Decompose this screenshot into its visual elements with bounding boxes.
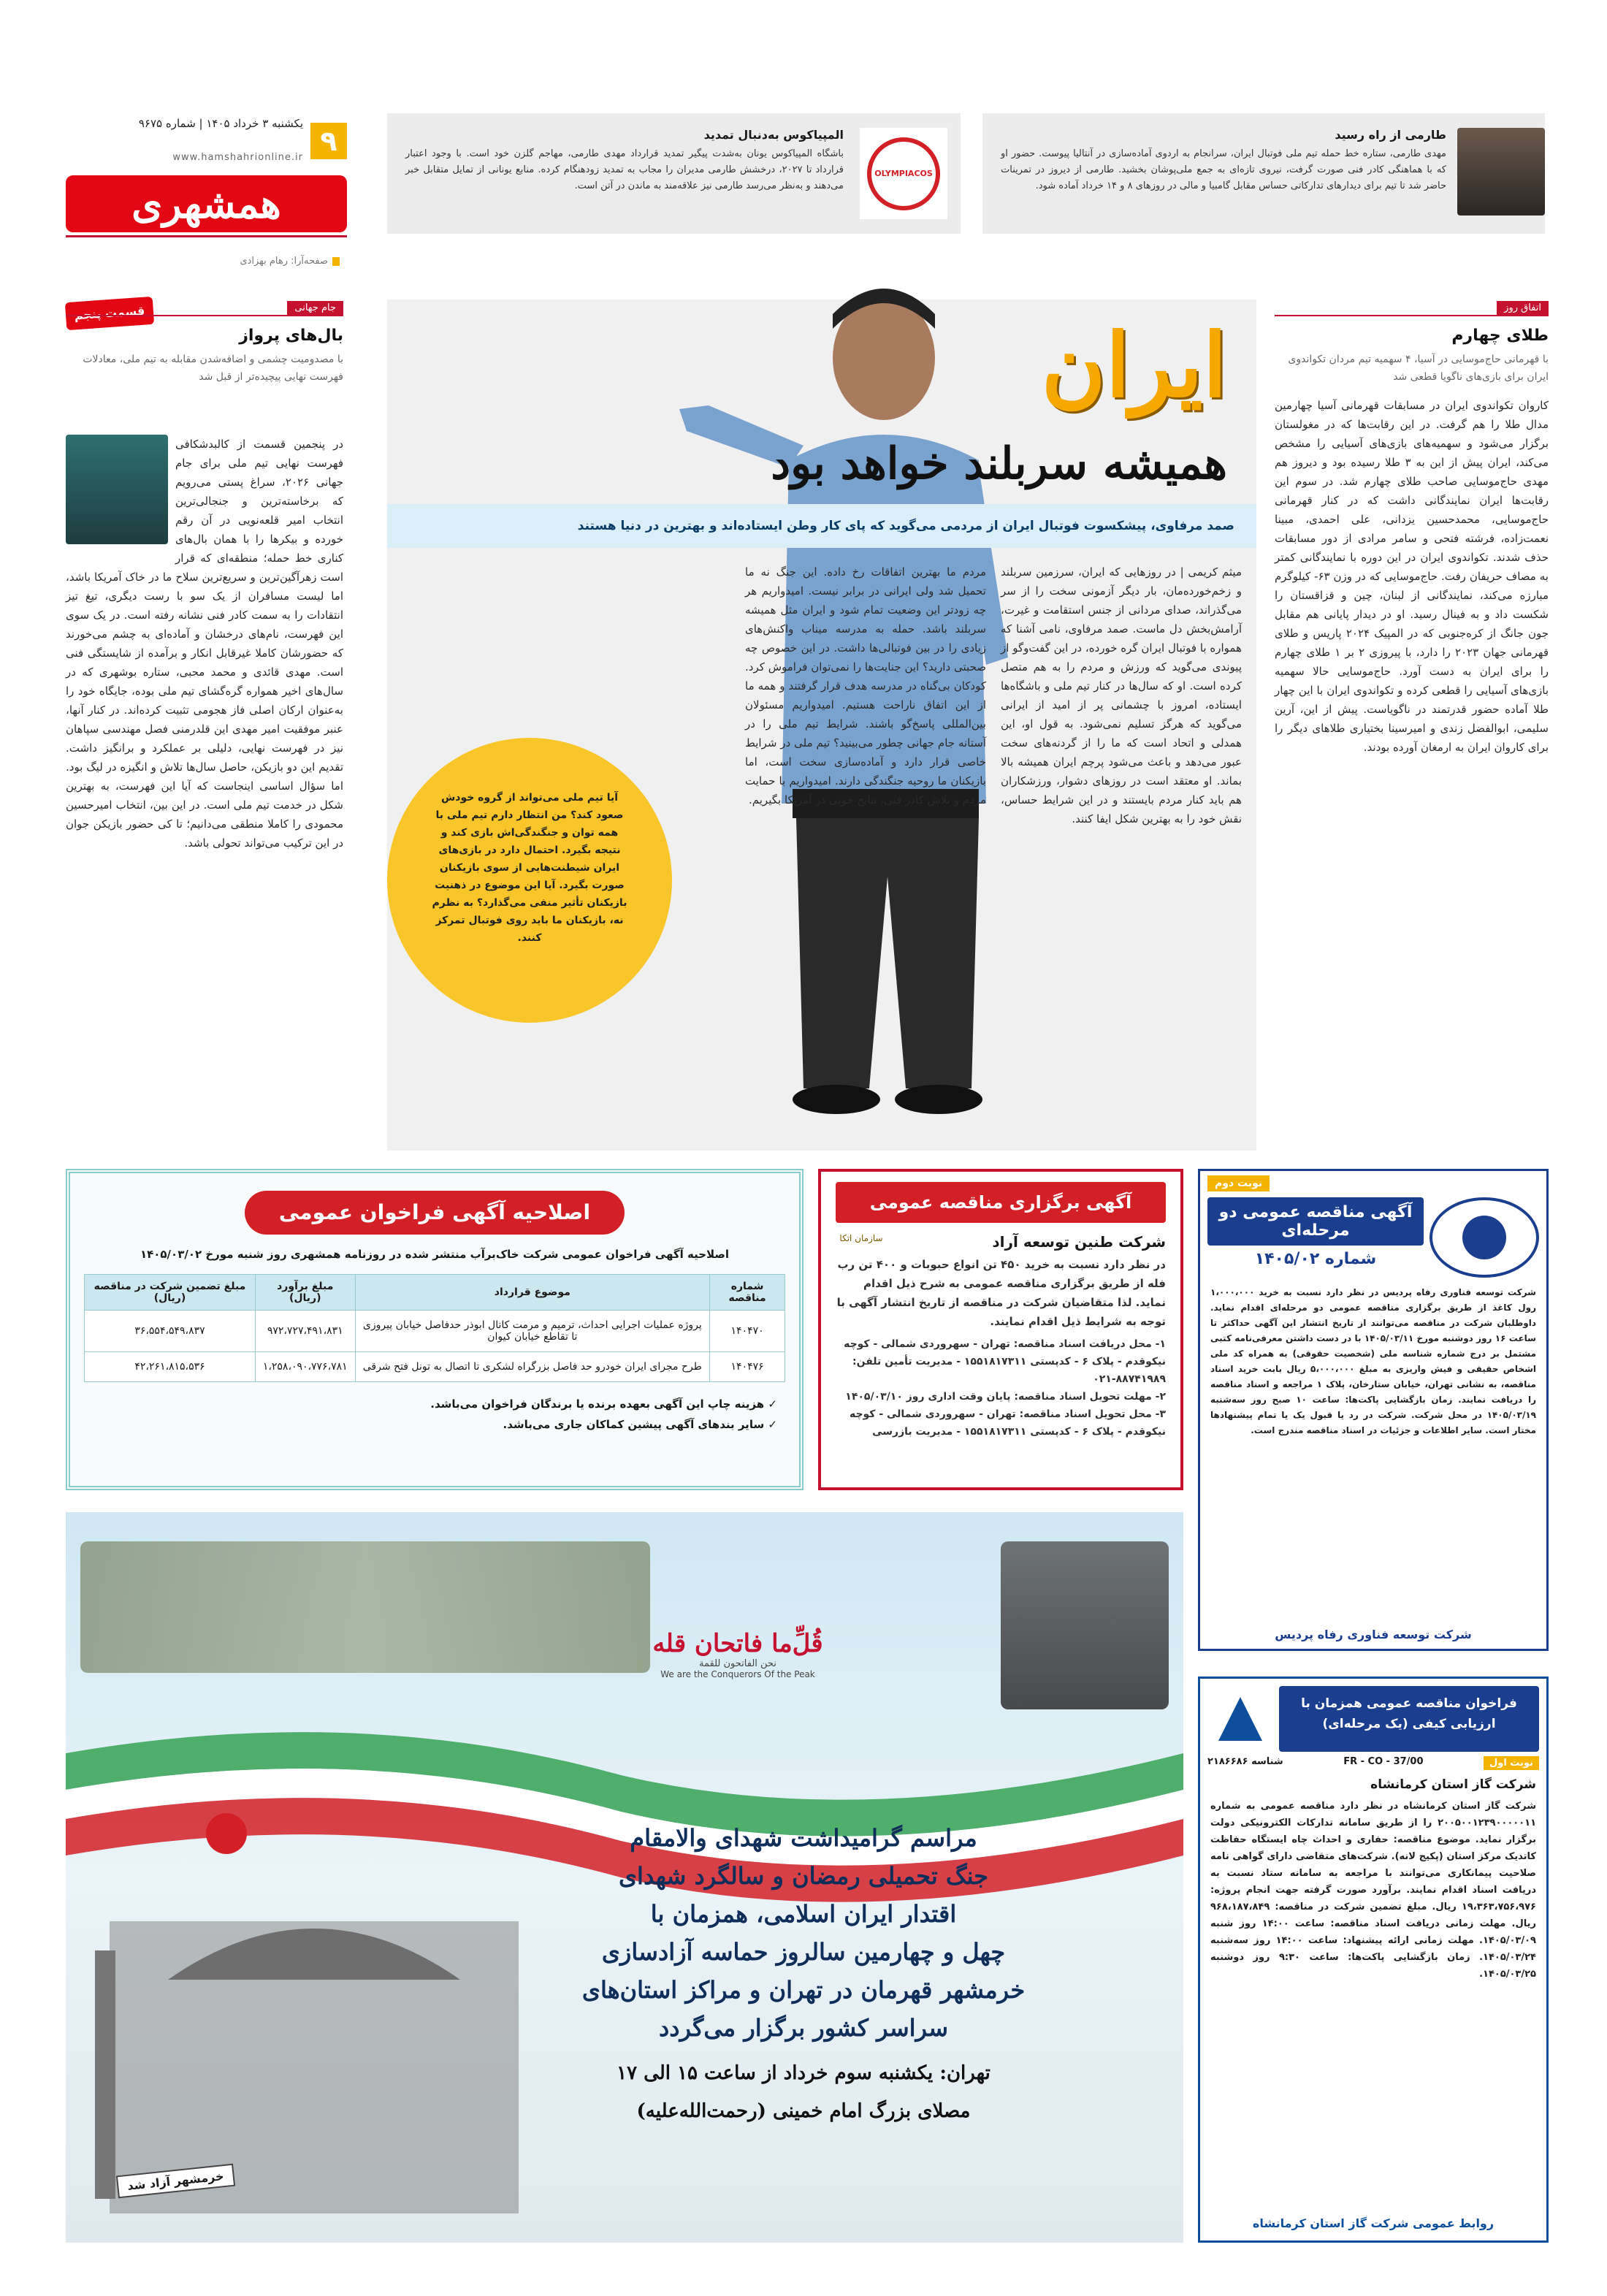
section-label: اتفاق روز: [1497, 301, 1549, 315]
ceremony-time: تهران: یکشنبه سوم خرداد از ساعت ۱۵ الی ۱۷: [617, 2062, 990, 2084]
company: شرکت گاز استان کرمانشاه: [1370, 1777, 1536, 1792]
brief-taremi-arrived: [982, 113, 1545, 234]
th: مبلغ برآورد (ریال): [256, 1275, 355, 1311]
ad-subtitle: اصلاحیه آگهی فراخوان عمومی شرکت خاک‌برآب منتشر شده در روزنامه همشهری روز شنبه مورخ ۱۴۰۵/۰۳/۰۲: [140, 1248, 730, 1261]
table-row: ۱۴۰۴۷۰ پروژه عملیات اجرایی احداث، ترمیم و مرمت کانال ابوذر حدفاصل خیابان پیروزی تا تقاطع خیابان کیوان ۹۷۲،۷۲۷،۴۹۱،۸۳۱ ۳۶،۵۵۴،۵۴۹،۸۳۷: [85, 1311, 785, 1352]
brief-body: مهدی طارمی، ستاره خط حمله تیم ملی فوتبال ایران، سرانجام به اردوی آماده‌سازی در آنتالیا پیوست. حضور او که با هماهنگی کادر فنی صورت گرفت، نیروی تازه‌ای به جمع ملی‌پوشان بخشید. طارمی از دیروز در تمرینات حاضر شد تا تیم برای دیدارهای تدارکاتی حساس مقابل گامبیا و مالی در روزهای ۸ و ۱۴ خرداد آماده شود.: [1001, 148, 1446, 191]
flame-icon: [1218, 1697, 1262, 1741]
form-code: FR - CO - 37/00: [1343, 1756, 1424, 1767]
company-logo: [1207, 1686, 1273, 1752]
company-logo: [1429, 1197, 1539, 1278]
lead: با مصدومیت چشمی و اضافه‌شدن مقابله به تیم ملی، معادلات فهرست نهایی پیچیده‌تر از قبل شد: [83, 354, 343, 383]
commander-portraits: [80, 1541, 650, 1724]
layout-credit: صفحه‌آرا: رهام بهزادی: [240, 256, 340, 267]
main-subheadline: همیشه سربلند خواهد بود: [771, 438, 1227, 489]
article-column: مردم ما بهترین اتفاقات رخ داده. این جنگ نه ما تحمیل شد ولی ایرانی در برابر نیست. امیدواریم هر چه زودتر این وضعیت تمام شود و ایران مثل همیشه سربلند باشد. حمله به مدرسه میناب واکنش‌های زیادی را در بین فوتبالی‌ها داشت. در این خصوص چه صحبتی دارید؟ این جنایت‌ها را نمی‌توان فراموش کرد. کودکان بی‌گناه در مدرسه هدف قرار گرفتند و همه ما از این اتفاق ناراحت هستیم. امیدواریم مسئولان بین‌المللی پاسخ‌گو باشند. شرایط تیم ملی را در آستانه جام جهانی چطور می‌بینید؟ تیم ملی در شرایط خاصی قرار دارد و آماده‌سازی سخت است، اما بازیکنان ما روحیه جنگندگی دارند. امیدواریم با حمایت مردم و تلاش کادر فنی، نتایج خوبی در آمریکا بگیریم.: [745, 565, 986, 806]
main-deck: صمد مرفاوی، پیشکسوت فوتبال ایران از مردمی می‌گوید که پای کار وطن ایستاده‌اند و بهترین در دنیا هستند: [387, 504, 1256, 548]
masthead: [66, 110, 347, 237]
ad-kermanshah-gas: [1198, 1677, 1549, 2243]
ad-body: در نظر دارد نسبت به خرید ۴۵۰ تن انواع حبوبات و ۴۰۰ تن رب فله از طریق برگزاری مناقصه عمومی به شرح ذیل اقدام نماید. لذا متقاضیان شرکت در مناقصه از تاریخ انتشار آگهی با توجه به شرایط ذیل اقدام نمایند.: [836, 1258, 1166, 1328]
square-icon: [332, 257, 340, 266]
th: مبلغ تضمین شرکت در مناقصه (ریال): [85, 1275, 256, 1311]
brief-olympiacos: [387, 113, 961, 234]
olympiacos-crest-icon: OLYMPIACOS: [867, 137, 940, 210]
tender-table: [84, 1274, 785, 1382]
brief-title: المپیاکوس به‌دنبال تمدید: [703, 128, 844, 142]
part-badge: قسمت پنجم: [65, 297, 154, 330]
ad-body: شرکت توسعه فناوری رفاه پردیس در نظر دارد نسبت به خرید ۱،۰۰۰،۰۰۰ رول کاغذ از طریق برگزاری مناقصه عمومی دو مرحله‌ای اقدام نماید. داوطلبان شرکت در مناقصه می‌توانند از تاریخ انتشار این آگهی حداکثر تا ساعت ۱۶ روز دوشنبه مورخ ۱۴۰۵/۰۳/۱۱ با در دست داشتن معرفی‌نامه کتبی مشتمل بر درج شماره شناسه ملی (شخصیت حقوقی) به همراه کد ملی اشخاص حقیقی و فیش واریزی به مبلغ ۵،۰۰۰،۰۰۰ ریال بابت خرید اسناد مناقصه، به نشانی تهران، خیابان ستارخان، پلاک ۱ مراجعه و اسناد مناقصه را دریافت نمایند. زمان بازگشایی پاکت‌ها: ساعت ۱۰ صبح روز سه‌شنبه ۱۴۰۵/۰۳/۱۹ در محل شرکت. شرکت در رد یا قبول یک یا تمام پیشنهادها مختار است. سایر اطلاعات و جزئیات در اسناد مناقصه مندرج است.: [1210, 1287, 1537, 1435]
placard: خرمشهر آزاد شد: [116, 2164, 235, 2199]
ad-badge: نوبت دوم: [1207, 1175, 1270, 1191]
article-body: کاروان تکواندوی ایران در مسابقات قهرمانی آسیا چهارمین مدال طلا را هم گرفت. در این رقابت‌ها که در مغولستان برگزار می‌شود و سهمیه‌های بازی‌های آسیایی را مشخص می‌کند، ایران پیش از این به ۳ طلا رسیده بود و دیروز هم مهدی حاج‌موسایی صاحب طلای چهارم شد. در سوم این رقابت‌ها ایران نمایندگانی داشت که در کنار قهرمانی حاج‌موسایی، محمدحسین یزدانی، علی احمدی، مبینا نعمت‌زاده، فرشته فتحی و سامر مرادی از دور مسابقات حذف شدند. تکواندوی ایران در این دوره با نمایندگانی کمتر به مصاف حریفان رفت. حاج‌موسایی که در وزن ۶۳- کیلوگرم مبارزه می‌کند، نمایندگانی از لبنان، چین و قزاقستان را شکست داد و به فینال رسید. او در دیدار پایانی هم مقابل جون جانگ از کره‌جنوبی که در المپیک ۲۰۲۴ پاریس و طلای قهرمانی جهان ۲۰۲۳ را دارد، با پیروزی ۲ بر ۱ طلای چهارم را برای ایران به دست آورد. حاج‌موسایی حالا سهمیه بازی‌های آسیایی را قطعی کرده و تکواندوی ایران با این چهار طلا آماده حضور قدرتمند در ناگویاست. پیش از این، آرین سلیمی، ابوالفضل زندی و امیرسینا بختیاری طلاهای دیگر را برای کاروان ایران به ارمغان آورده بودند.: [1275, 399, 1549, 754]
ad-corrigendum: [66, 1169, 804, 1490]
olympiacos-logo: [860, 128, 947, 219]
note: ✓ هزینه چاپ این آگهی بعهده برنده یا برندگان فراخوان می‌باشد.: [430, 1397, 777, 1411]
ad-title: اصلاحیه آگهی فراخوان عمومی: [245, 1191, 625, 1235]
ad-taneen-tender: [818, 1169, 1183, 1490]
tender-number: شماره ۱۴۰۵/۰۲: [1207, 1250, 1424, 1268]
ad-footer: شرکت توسعه فناوری رفاه پردیس: [1275, 1628, 1472, 1641]
ad-body: شرکت گاز استان کرمانشاه در نظر دارد مناقصه عمومی به شماره ۲۰۰۵۰۰۱۲۳۹۰۰۰۰۰۱۱ را از طریق سامانه تدارکات الکترونیکی دولت برگزار نماید. موضوع مناقصه: حفاری و احداث چاه ایستگاه حفاظت کاتدیک مرکز استان (پکیج لانه). شرکت‌های متقاضی دارای گواهی نامه صلاحیت پیمانکاری می‌توانند با مراجعه به سامانه ستاد نسبت به دریافت اسناد اقدام نمایند. برآورد صورت گرفته جهت انجام پروژه: ۱۹،۳۶۳،۷۵۶،۹۷۶ ریال. مبلغ تضمین شرکت در مناقصه: ۹۶۸،۱۸۷،۸۴۹ ریال. مهلت زمانی دریافت اسناد مناقصه: ساعت ۱۴:۰۰ روز شنبه ۱۴۰۵/۰۳/۰۹. مهلت زمانی ارائه پیشنهاد: ساعت ۱۴:۰۰ روز سه‌شنبه ۱۴۰۵/۰۳/۲۴. زمان بازگشایی پاکت‌ها: ساعت ۹:۳۰ روز دوشنبه ۱۴۰۵/۰۳/۲۵.: [1210, 1801, 1536, 1980]
site-url[interactable]: www.hamshahrionline.ir: [172, 152, 303, 163]
company: شرکت طنین توسعه آراد: [992, 1233, 1166, 1251]
headline: بال‌های پرواز: [239, 327, 343, 345]
item: ۳- محل تحویل اسناد مناقصه: تهران - سهروردی شمالی - کوچه نیکوقدم - پلاک ۶ - کدپستی ۱۵۵۱۸۱۷۳۱۱ - مدیریت بازرسی: [849, 1408, 1166, 1438]
section-label: جام جهانی: [287, 301, 343, 315]
globe-icon: [1462, 1216, 1506, 1259]
left-column-world-cup: [66, 300, 343, 1151]
brief-body: باشگاه المپیاکوس یونان به‌شدت پیگیر تمدید قرارداد مهدی طارمی، مهاجم گلزن خود است. با وجود اعتبار قرارداد تا ۲۰۲۷، درخشش طارمی مدیران را مجاب به تمدید زودهنگام کرده. منابع یونانی از تمایل متقابل خبر می‌دهند و به‌نظر می‌رسد طارمی نیز علاقه‌مند به ماندن در آتن است.: [405, 148, 844, 191]
ad-title: آگهی مناقصه عمومی دو مرحله‌ای: [1207, 1197, 1424, 1246]
ceremony-text: مراسم گرامیداشت شهدای والامقام جنگ تحمیلی رمضان و سالگرد شهدای اقتدار ایران اسلامی، همزمان با چهل و چهارمین سالروز حماسه آزادسازی خرمشهر قهرمان در تهران و مراکز استان‌های سراسر کشور برگزار می‌گردد تهران: یکشنبه سوم خرداد از ساعت ۱۵ الی ۱۷ مصلای بزرگ امام خمینی (رحمت‌الله‌علیه): [482, 1819, 1125, 2130]
taremi-photo: [1457, 128, 1545, 216]
main-headline: ایران: [1041, 314, 1227, 417]
th: شماره مناقصه: [710, 1275, 785, 1311]
item: ۱- محل دریافت اسناد مناقصه: تهران - سهروردی شمالی - کوچه نیکوقدم - پلاک ۶ - کدپستی ۱۵۵۱۸۱۷۳۱۱ - مدیریت تأمین تلفن: ۸۸۷۴۱۹۸۹-۰۲۱: [844, 1338, 1166, 1385]
right-column-taekwondo: [1275, 300, 1549, 1151]
page-number: ۹: [310, 123, 347, 159]
main-story: [387, 300, 1256, 1151]
org-logo: سازمان اتکا: [839, 1233, 883, 1243]
ad-title: فراخوان مناقصه عمومی همزمان با ارزیابی کیفی (یک مرحله‌ای): [1279, 1686, 1539, 1752]
headline: طلای چهارم: [1451, 327, 1549, 345]
ad-badge: نوبت اول: [1484, 1756, 1539, 1770]
newspaper-logo: همشهری: [66, 175, 347, 232]
note: ✓ سایر بندهای آگهی پیشین کماکان جاری می‌باشد.: [503, 1418, 777, 1431]
lead: با قهرمانی حاج‌موسایی در آسیا، ۴ سهمیه تیم مردان تکواندوی ایران برای بازی‌های ناگویا قطعی شد: [1288, 354, 1549, 383]
ad-refah-tender: [1198, 1169, 1549, 1651]
leaders-portraits: [1001, 1541, 1169, 1709]
table-row: ۱۴۰۴۷۶ طرح مجرای ایران خودرو حد فاصل بزرگراه لشکری تا اتصال به تونل فتح شرقی ۱،۲۵۸،۰۹۰،۷۷۶،۷۸۱ ۴۲،۲۶۱،۸۱۵،۵۳۶: [85, 1352, 785, 1382]
campaign-logo: قُلِّ‌ما فاتحان قله نحن الفاتحون للقمة We are the Conquerors Of the Peak: [652, 1629, 823, 1679]
th: موضوع قرارداد: [355, 1275, 710, 1311]
qa-callout: آیا تیم ملی می‌تواند از گروه خودش صعود کند؟ من انتظار دارم تیم ملی با همه توان و جنگندگی‌اش بازی کند و نتیجه بگیرد. احتمال دارد در بازی‌های ایران شیطنت‌هایی از سوی بازیکنان صورت بگیرد. آیا این موضوع در ذهنیت بازیکنان تأثیر منفی می‌گذارد؟ به نظرم نه، بازیکنان ما باید روی فوتبال تمرکز کنند.: [387, 738, 672, 1023]
ad-footer: روابط عمومی شرکت گاز استان کرمانشاه: [1252, 2216, 1495, 2230]
article-body: در پنجمین قسمت از کالبدشکافی فهرست نهایی تیم ملی برای جام جهانی ۲۰۲۶، سراغ پستی می‌رویم که برخاسته‌ترین و جنجالی‌ترین انتخاب امیر قلعه‌نویی در آن رقم خورده و بیکرها را با همان بال‌های کناری خط حمله؛ منطقه‌ای که قرار است زهرآگین‌ترین و سریع‌ترین سلاح ما در خاک آمریکا باشد، اما لیست مسافران از یک سو با رست دیگری، تیغ تیز انتقادات را به سمت کادر فنی نشانه رفته است. در یک سوی این فهرست، نام‌های درخشان و آماده‌ای به چشم می‌خورند که حضورشان کاملا غیرقابل انکار و برآمده از شایستگی فنی است. مهدی قائدی و محمد محبی، ستاره بوشهری که در سال‌های اخیر همواره گره‌گشای تیم ملی بوده، جایگاه خود را به‌عنوان ارکان اصلی فاز هجومی تثبیت کرده‌اند. در کنار آنها، عنبر موفقیت امیر مهدی این قلدرمنی فصل مهندسی سپاهان نیز در فهرست نهایی، دلیلی بر عملکرد و برانگیز داشت. تقدیم این دو بازیکن، حاصل سال‌ها تلاش و انگیزه در لیگ بود. اما سؤال اساسی اینجاست که آیا این فهرست، به بهترین شکل در خدمت تیم ملی است. در این بین، انتخاب امیرحسین محمودی را کاملا منطقی می‌دانیم؛ تا کی حضور بازیکن جوان در این ترکیب می‌تواند تحولی باشد.: [66, 438, 343, 850]
ad-title: آگهی برگزاری مناقصه عمومی: [836, 1182, 1166, 1223]
article-column: میثم کریمی | در روزهایی که ایران، سرزمین سربلند و زخم‌خورده‌مان، بار دیگر آزمونی سخت را از سر می‌گذراند، صدای مردانی از جنس استقامت و غیرت، آرامش‌بخش دل ماست. صمد مرفاوی، نامی آشنا که همواره با فوتبال ایران گره خورده، در این گفت‌وگو از پیوندی می‌گوید که ورزش و مردم را به هم متصل کرده است. او که سال‌ها در کنار تیم ملی و باشگاه‌ها ایستاده، امروز با چشمانی پر از امید از ایرانی می‌گوید که هرگز تسلیم نمی‌شود. به قول او، این همدلی و اتحاد است که ما را از گردنه‌های سخت عبور می‌دهد و باعث می‌شود پرچم ایران همیشه بالا بماند. او معتقد است در روزهای دشوار، ورزشکاران هم باید کنار مردم بایستند و در این شرایط حساس، نقش خود را به بهترین شکل ایفا کنند.: [1001, 565, 1242, 825]
ref-id: شناسه ۲۱۸۶۶۸۶: [1207, 1756, 1283, 1767]
dateline: یکشنبه ۳ خرداد ۱۴۰۵ | شماره ۹۶۷۵: [138, 117, 303, 130]
ceremony-venue: مصلای بزرگ امام خمینی (رحمت‌الله‌علیه): [636, 2100, 971, 2122]
emblem-icon: [206, 1813, 247, 1854]
brief-title: طارمی از راه رسید: [1335, 128, 1446, 142]
item: ۲- مهلت تحویل اسناد مناقصه: پایان وقت اداری روز ۱۴۰۵/۰۳/۱۰: [845, 1391, 1166, 1403]
ad-martyrs-ceremony: [66, 1512, 1183, 2243]
